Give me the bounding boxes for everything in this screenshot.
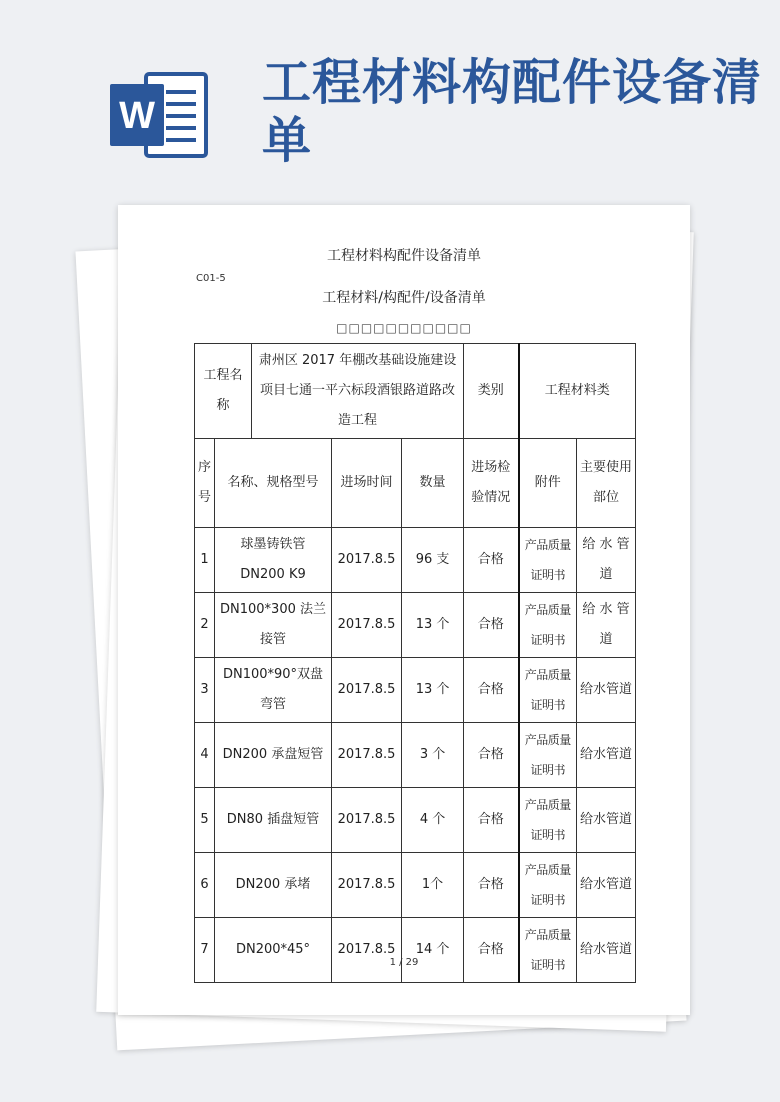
project-label: 工程名称: [195, 344, 252, 439]
category-label: 类别: [464, 344, 519, 439]
row-time: 2017.8.5: [332, 853, 402, 918]
row-no: 6: [195, 853, 215, 918]
row-inspection: 合格: [464, 528, 519, 593]
header-name: 名称、规格型号: [215, 439, 332, 528]
row-usage: 给 水 管道: [577, 593, 636, 658]
banner-title: 工程材料构配件设备清单: [262, 54, 763, 169]
row-no: 1: [195, 528, 215, 593]
row-name: DN200*45°: [215, 918, 332, 983]
row-attachment: 产品质量证明书: [519, 528, 577, 593]
row-name: DN100*300 法兰接管: [215, 593, 332, 658]
row-name: DN100*90°双盘弯管: [215, 658, 332, 723]
row-qty: 4 个: [402, 788, 464, 853]
row-no: 5: [195, 788, 215, 853]
placeholder-boxes: □□□□□□□□□□□: [336, 321, 472, 335]
row-qty: 96 支: [402, 528, 464, 593]
material-table: [194, 343, 636, 983]
row-inspection: 合格: [464, 658, 519, 723]
row-inspection: 合格: [464, 788, 519, 853]
row-attachment: 产品质量证明书: [519, 788, 577, 853]
header-inspection: 进场检验情况: [464, 439, 519, 528]
table-row: [195, 658, 636, 723]
row-qty: 1个: [402, 853, 464, 918]
row-name: 球墨铸铁管 DN200 K9: [215, 528, 332, 593]
row-attachment: 产品质量证明书: [519, 593, 577, 658]
row-attachment: 产品质量证明书: [519, 658, 577, 723]
row-time: 2017.8.5: [332, 658, 402, 723]
header-no: 序号: [195, 439, 215, 528]
document-page: [118, 205, 690, 1015]
row-attachment: 产品质量证明书: [519, 918, 577, 983]
header-attachment: 附件: [519, 439, 577, 528]
project-name: 肃州区 2017 年棚改基础设施建设项目七通一平六标段酒银路道路改造工程: [252, 344, 464, 439]
table-row: [195, 788, 636, 853]
document-title: 工程材料构配件设备清单: [327, 248, 481, 264]
row-qty: 3 个: [402, 723, 464, 788]
form-code: C01-5: [196, 273, 226, 284]
category-value: 工程材料类: [519, 344, 636, 439]
row-usage: 给水管道: [577, 658, 636, 723]
table-row: [195, 528, 636, 593]
row-no: 7: [195, 918, 215, 983]
header-time: 进场时间: [332, 439, 402, 528]
row-time: 2017.8.5: [332, 528, 402, 593]
row-inspection: 合格: [464, 918, 519, 983]
row-name: DN200 承盘短管: [215, 723, 332, 788]
row-inspection: 合格: [464, 853, 519, 918]
table-row: [195, 918, 636, 983]
column-header-row: [195, 439, 636, 528]
table-row: [195, 723, 636, 788]
row-qty: 14 个: [402, 918, 464, 983]
row-qty: 13 个: [402, 658, 464, 723]
header-qty: 数量: [402, 439, 464, 528]
document-subtitle: 工程材料/构配件/设备清单: [322, 290, 486, 306]
row-usage: 给水管道: [577, 853, 636, 918]
row-no: 3: [195, 658, 215, 723]
word-document-icon: [108, 70, 212, 160]
row-name: DN80 插盘短管: [215, 788, 332, 853]
row-usage: 给 水 管道: [577, 528, 636, 593]
page-number: 1 / 29: [389, 957, 419, 968]
row-usage: 给水管道: [577, 723, 636, 788]
table-row: [195, 853, 636, 918]
row-no: 2: [195, 593, 215, 658]
row-qty: 13 个: [402, 593, 464, 658]
project-row: [195, 344, 636, 439]
row-time: 2017.8.5: [332, 723, 402, 788]
row-inspection: 合格: [464, 593, 519, 658]
row-attachment: 产品质量证明书: [519, 853, 577, 918]
row-no: 4: [195, 723, 215, 788]
table-row: [195, 593, 636, 658]
header-usage: 主要使用部位: [577, 439, 636, 528]
row-name: DN200 承堵: [215, 853, 332, 918]
row-usage: 给水管道: [577, 788, 636, 853]
row-usage: 给水管道: [577, 918, 636, 983]
row-time: 2017.8.5: [332, 918, 402, 983]
row-time: 2017.8.5: [332, 593, 402, 658]
row-inspection: 合格: [464, 723, 519, 788]
svg-text:W: W: [119, 95, 155, 137]
row-attachment: 产品质量证明书: [519, 723, 577, 788]
row-time: 2017.8.5: [332, 788, 402, 853]
